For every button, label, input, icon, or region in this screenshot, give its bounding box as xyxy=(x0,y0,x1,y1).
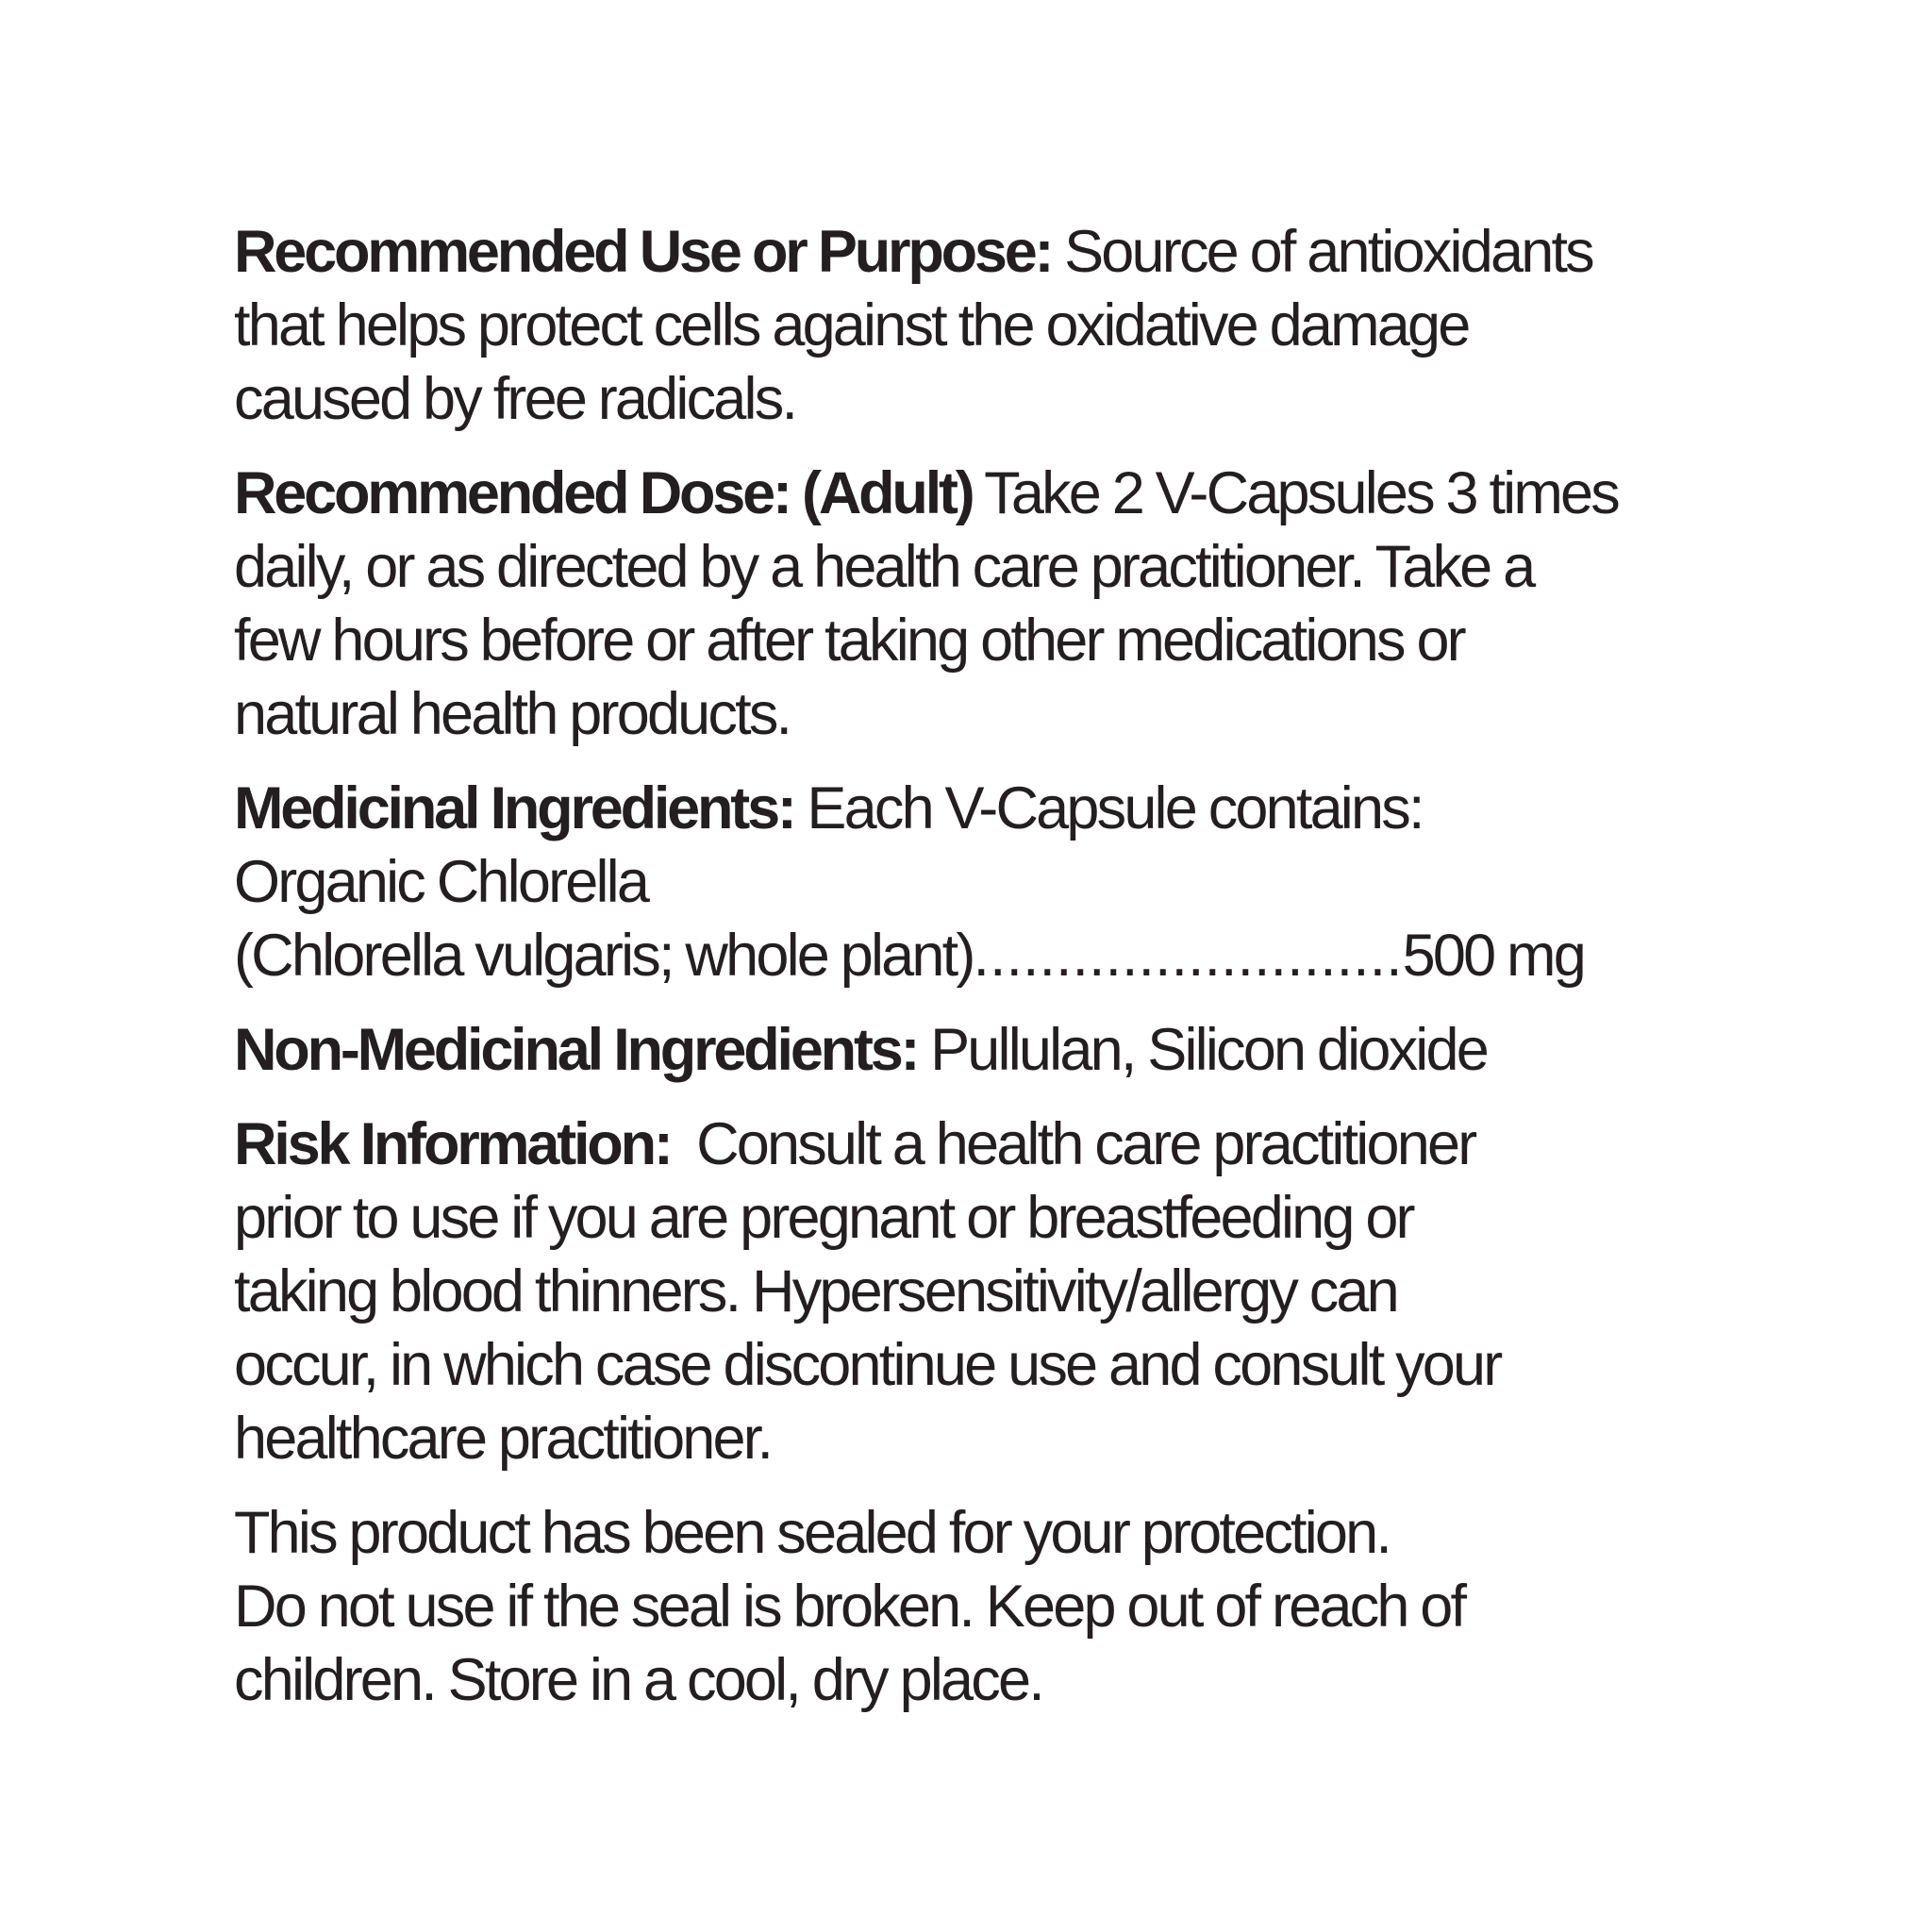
non-medicinal-ingredients-line xyxy=(234,1013,1743,1087)
ingredient-name: Organic Chlorella xyxy=(234,849,648,915)
recommended-dose-line-1 xyxy=(234,457,1743,530)
recommended-use-text-3: caused by free radicals. xyxy=(234,366,796,432)
recommended-use-section xyxy=(234,215,1743,436)
dot-leader: .......................... xyxy=(973,923,1403,989)
ingredient-dose-row xyxy=(234,919,1743,992)
recommended-dose-text-4: natural health products. xyxy=(234,681,791,747)
recommended-dose-text-3: few hours before or after taking other medications or xyxy=(234,608,1464,674)
non-medicinal-ingredients-heading: Non-Medicinal Ingredients: xyxy=(234,1017,918,1083)
risk-information-text-2: prior to use if you are pregnant or breastfeeding or xyxy=(234,1185,1413,1251)
ingredient-amount: 500 mg xyxy=(1402,923,1584,989)
recommended-use-text-2: that helps protect cells against the oxidative damage xyxy=(234,292,1469,358)
recommended-dose-heading: Recommended Dose: (Adult) xyxy=(234,460,973,526)
safety-notice-text-3: children. Store in a cool, dry place. xyxy=(234,1647,1042,1713)
risk-information-text-4: occur, in which case discontinue use and consult your xyxy=(234,1332,1501,1398)
risk-information-line-1 xyxy=(234,1108,1743,1181)
medicinal-ingredients-section xyxy=(234,772,1743,992)
recommended-dose-text-1: Take 2 V-Capsules 3 times xyxy=(984,460,1618,526)
risk-information-text-3: taking blood thinners. Hypersensitivity/allergy can xyxy=(234,1258,1397,1324)
recommended-use-heading: Recommended Use or Purpose: xyxy=(234,219,1052,285)
safety-notice-text-1: This product has been sealed for your protection. xyxy=(234,1500,1391,1566)
non-medicinal-ingredients-text: Pullulan, Silicon dioxide xyxy=(930,1017,1487,1083)
recommended-use-line-1 xyxy=(234,215,1743,289)
risk-information-heading: Risk Information: xyxy=(234,1111,671,1177)
ingredient-source: (Chlorella vulgaris; whole plant) xyxy=(234,923,974,989)
safety-notice-text-2: Do not use if the seal is broken. Keep out of reach of xyxy=(234,1574,1465,1640)
recommended-dose-text-2: daily, or as directed by a health care practitioner. Take a xyxy=(234,534,1534,600)
medicinal-ingredients-line-1 xyxy=(234,772,1743,845)
risk-information-section xyxy=(234,1108,1743,1475)
recommended-use-text-1: Source of antioxidants xyxy=(1064,219,1592,285)
risk-information-text-5: healthcare practitioner. xyxy=(234,1406,772,1472)
recommended-dose-section xyxy=(234,457,1743,751)
product-label-panel xyxy=(234,215,1743,1738)
non-medicinal-ingredients-section xyxy=(234,1013,1743,1087)
safety-notice-section xyxy=(234,1496,1743,1717)
medicinal-ingredients-heading: Medicinal Ingredients: xyxy=(234,775,794,841)
risk-information-text-1: Consult a health care practitioner xyxy=(696,1111,1475,1177)
medicinal-ingredients-intro: Each V-Capsule contains: xyxy=(807,775,1423,841)
